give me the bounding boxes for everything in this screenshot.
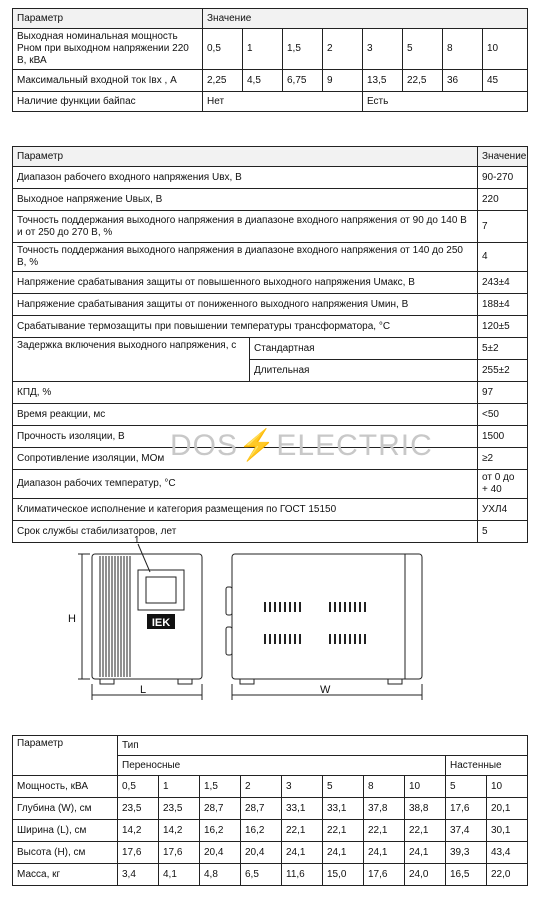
table2-value: 188±4 [478,294,528,316]
table2-delay-standard: Стандартная [250,338,478,360]
table-cell: 24,1 [364,842,405,864]
table-cell: 2 [323,29,363,70]
table-cell: 14,2 [118,820,159,842]
table-cell: 5 [323,776,364,798]
watermark [170,428,433,463]
side-foot-right [388,679,402,684]
table-cell: 23,5 [118,798,159,820]
table1-header-param: Параметр [13,9,203,29]
table-cell: 22,0 [487,864,528,886]
table2-param: Климатическое исполнение и категория размещения по ГОСТ 15150 [13,499,478,521]
table-cell: 16,5 [446,864,487,886]
table-cell: 43,4 [487,842,528,864]
table-cell: 28,7 [241,798,282,820]
table-cell: 10 [487,776,528,798]
table2-value: ≥2 [478,448,528,470]
table-cell: 6,75 [283,70,323,92]
table-cell: 2 [241,776,282,798]
table3-row-label: Высота (H), см [13,842,118,864]
dimension-drawing [60,532,440,710]
table2-value: 255±2 [478,360,528,382]
display-screen [146,577,176,603]
table-cell: 22,5 [403,70,443,92]
table-cell: 16,2 [241,820,282,842]
table-cell: 33,1 [323,798,364,820]
table-cell: 11,6 [282,864,323,886]
table-cell: 33,1 [282,798,323,820]
table-cell: 22,1 [364,820,405,842]
table3-wall: Настенные [446,756,528,776]
table-cell: 24,0 [405,864,446,886]
table2-param: Точность поддержания выходного напряжения в диапазоне входного напряжения от 90 до 140 В и от 250 до 270 В, % [13,211,478,243]
table-cell: 24,1 [282,842,323,864]
table-cell: 4,1 [159,864,200,886]
table2-header-param: Параметр [13,147,478,167]
table-cell: 17,6 [364,864,405,886]
table-cell: 16,2 [200,820,241,842]
watermark-right: ELECTRIC [276,429,433,462]
table-cell: 1 [243,29,283,70]
table-cell: 17,6 [446,798,487,820]
table-cell: 8 [443,29,483,70]
table-cell: 15,0 [323,864,364,886]
table-cell: 2,25 [203,70,243,92]
table3-row-label: Ширина (L), см [13,820,118,842]
table-cell: 22,1 [323,820,364,842]
table-cell: 24,1 [405,842,446,864]
table-cell: 4,5 [243,70,283,92]
table2-param: Точность поддержания выходного напряжения в диапазоне входного напряжения от 140 до 250 В, % [13,243,478,272]
table2-value: 5±2 [478,338,528,360]
table-cell: 8 [364,776,405,798]
table-cell: 5 [403,29,443,70]
table2-value: 97 [478,382,528,404]
table-cell: 20,4 [241,842,282,864]
table3-header-param: Параметр [13,736,118,776]
side-foot-left [240,679,254,684]
table2-value: 1500 [478,426,528,448]
table2-value: 5 [478,521,528,543]
table3-row-label: Масса, кг [13,864,118,886]
table2-param: Время реакции, мс [13,404,478,426]
table-cell: 3 [363,29,403,70]
table2-value: 220 [478,189,528,211]
table1-power-label: Выходная номинальная мощность Pном при выходном напряжении 220 В, кВА [13,29,203,70]
stabilizer-drawing [60,532,440,707]
table2-value: 7 [478,211,528,243]
table-cell: 4,8 [200,864,241,886]
table-cell: 36 [443,70,483,92]
table1-bypass-yes: Есть [363,92,528,112]
table-cell: 17,6 [159,842,200,864]
table-cell: 22,1 [405,820,446,842]
table-cell: 28,7 [200,798,241,820]
table-cell: 23,5 [159,798,200,820]
table-specifications [12,146,528,543]
table2-param: Напряжение срабатывания защиты от повышенного выходного напряжения Uмакс, В [13,272,478,294]
display-panel [138,570,184,610]
callout-number: 1 [134,535,140,546]
table-power-current [12,8,528,112]
table2-param: Диапазон рабочего входного напряжения Uвх, В [13,167,478,189]
table-cell: 20,4 [200,842,241,864]
table2-value: 120±5 [478,316,528,338]
table2-param: Выходное напряжение Uвых, В [13,189,478,211]
table-cell: 6,5 [241,864,282,886]
table2-value: 90-270 [478,167,528,189]
table-cell: 37,4 [446,820,487,842]
table3-header-type: Тип [118,736,528,756]
watermark-left: DOS [170,429,239,462]
table-cell: 13,5 [363,70,403,92]
dimension-w-label: W [320,684,331,696]
table2-param: Сопротивление изоляции, МОм [13,448,478,470]
table-cell: 0,5 [203,29,243,70]
table-cell: 10 [483,29,528,70]
table1-header-value: Значение [203,9,528,29]
table-cell: 38,8 [405,798,446,820]
vent-slots [265,602,365,644]
table-cell: 1,5 [200,776,241,798]
table-cell: 24,1 [323,842,364,864]
side-view-body [232,554,422,679]
table-cell: 14,2 [159,820,200,842]
front-foot-left [100,679,114,684]
table-cell: 3 [282,776,323,798]
table2-param: Срабатывание термозащиты при повышении температуры трансформатора, °C [13,316,478,338]
table1-current-label: Максимальный входной ток Iвх , А [13,70,203,92]
table1-bypass-label: Наличие функции байпас [13,92,203,112]
table-dimensions [12,735,528,886]
table-cell: 9 [323,70,363,92]
dimension-h-label: H [68,613,76,625]
table1-bypass-no: Нет [203,92,363,112]
table-cell: 1 [159,776,200,798]
table2-delay-label: Задержка включения выходного напряжения, с [13,338,250,382]
table-cell: 20,1 [487,798,528,820]
table-cell: 0,5 [118,776,159,798]
table3-row-label: Мощность, кВА [13,776,118,798]
table-cell: 37,8 [364,798,405,820]
iek-logo: IEK [151,617,171,629]
table-cell: 22,1 [282,820,323,842]
table2-param: КПД, % [13,382,478,404]
table2-value: 4 [478,243,528,272]
table-cell: 45 [483,70,528,92]
table3-row-label: Глубина (W), см [13,798,118,820]
lightning-icon: ⚡ [238,429,277,462]
table-cell: 39,3 [446,842,487,864]
table-cell: 3,4 [118,864,159,886]
table-cell: 10 [405,776,446,798]
table2-value: <50 [478,404,528,426]
table2-value: от 0 до + 40 [478,470,528,499]
table2-value: УХЛ4 [478,499,528,521]
front-foot-right [178,679,192,684]
table2-param: Срок службы стабилизаторов, лет [13,521,478,543]
table2-param: Диапазон рабочих температур, °C [13,470,478,499]
table-cell: 17,6 [118,842,159,864]
table2-param: Напряжение срабатывания защиты от пониженного выходного напряжения Uмин, В [13,294,478,316]
table2-delay-long: Длительная [250,360,478,382]
table-cell: 5 [446,776,487,798]
table2-value: 243±4 [478,272,528,294]
table-cell: 30,1 [487,820,528,842]
table2-param: Прочность изоляции, В [13,426,478,448]
dimension-l-label: L [140,684,147,696]
table2-header-value: Значение [478,147,528,167]
table3-portable: Переносные [118,756,446,776]
table-cell: 1,5 [283,29,323,70]
callout-leader [138,544,150,572]
